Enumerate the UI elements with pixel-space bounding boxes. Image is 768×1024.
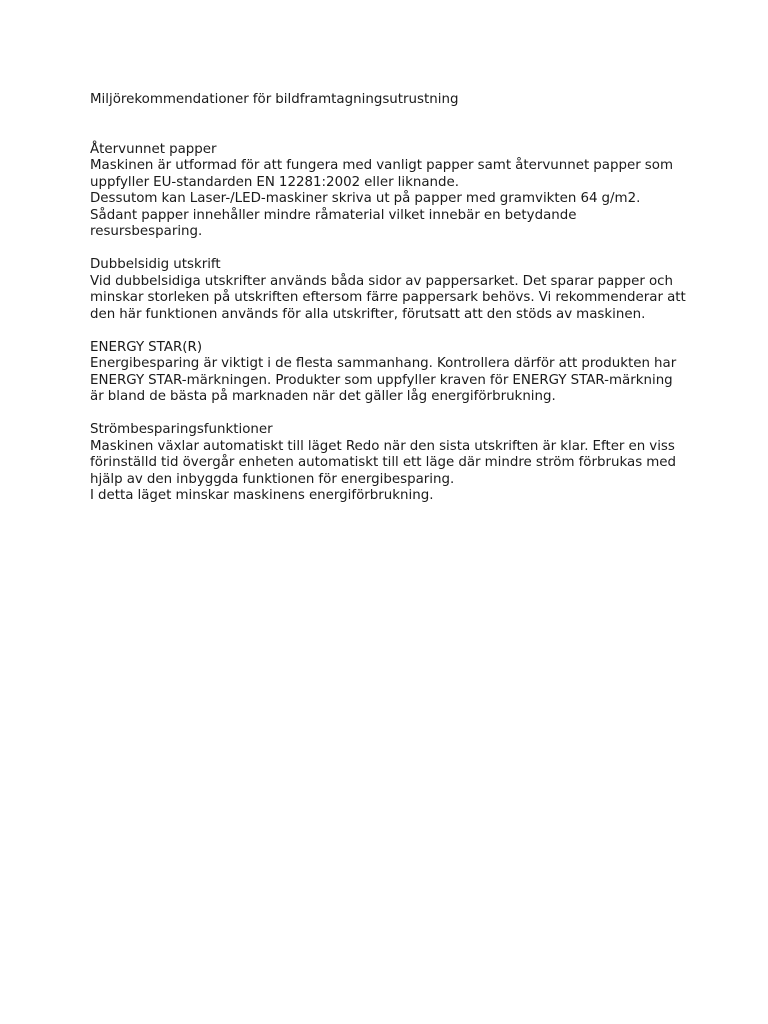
section-heading: Återvunnet papper <box>90 141 217 157</box>
section-recycled-paper <box>90 142 690 241</box>
section-duplex-printing <box>90 257 690 323</box>
section-energy-star <box>90 340 690 406</box>
section-heading: Strömbesparingsfunktioner <box>90 422 273 437</box>
document-body <box>90 92 690 521</box>
section-heading: Dubbelsidig utskrift <box>90 257 221 272</box>
section-paragraph: Maskinen är utformad för att fungera med vanligt papper samt återvunnet papper som uppfyller EU-standarden EN 12281:2002 eller liknande. <box>90 158 673 190</box>
section-paragraph: Vid dubbelsidiga utskrifter används båda sidor av pappersarket. Det sparar papper och minskar storleken på utskriften eftersom färre pappersark behövs. Vi rekommenderar att den här funktionen används för alla utskrifter, förutsatt att den stöds av maskinen. <box>90 273 686 322</box>
section-paragraph: Dessutom kan Laser-/LED-maskiner skriva ut på papper med gramvikten 64 g/m2. Sådant papper innehåller mindre råmaterial vilket innebär en betydande resursbesparing. <box>90 191 641 239</box>
section-paragraph: I detta läget minskar maskinens energiförbrukning. <box>90 488 434 503</box>
section-paragraph: Energibesparing är viktigt i de flesta sammanhang. Kontrollera därför att produkten har ENERGY STAR-märkningen. Produkter som uppfyller kraven för ENERGY STAR-märkning är bland de bästa på marknaden när det gäller låg energiförbrukning. <box>90 356 677 404</box>
section-power-saving <box>90 422 690 505</box>
section-heading: ENERGY STAR(R) <box>90 339 203 355</box>
section-paragraph: Maskinen växlar automatiskt till läget Redo när den sista utskriften är klar. Efter en viss förinställd tid övergår enheten automatiskt till ett läge där mindre ström förbrukas med hjälp av den inbyggda funktionen för energibesparing. <box>90 438 677 487</box>
document-title: Miljörekommendationer för bildframtagningsutrustning <box>90 92 459 107</box>
